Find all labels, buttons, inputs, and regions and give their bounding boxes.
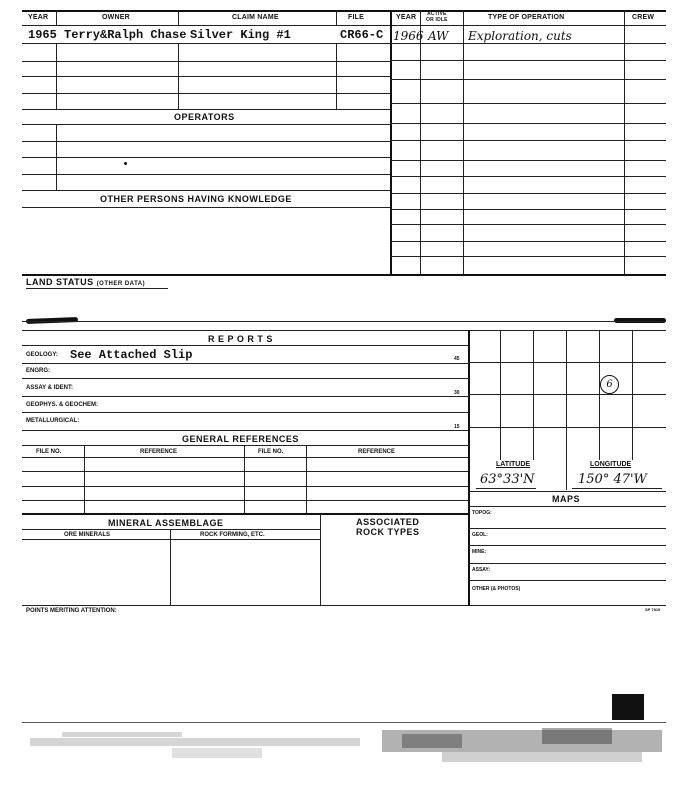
- row-rule: [22, 61, 390, 62]
- row-rule: [22, 529, 320, 530]
- operators-heading: OPERATORS: [174, 112, 235, 122]
- record-file: CR66-C: [340, 28, 384, 42]
- record-op-year: 1966: [393, 29, 424, 43]
- maps-top-rule: [468, 491, 666, 492]
- col-year-header: YEAR: [28, 14, 49, 21]
- row-rule: [22, 207, 390, 208]
- row-rule: [22, 500, 468, 501]
- row-rule: [22, 124, 390, 125]
- row-rule: [390, 193, 666, 194]
- latitude-value: 63°33'N: [480, 472, 535, 487]
- record-claim-name: Silver King #1: [190, 28, 291, 42]
- row-rule: [390, 241, 666, 242]
- row-rule: [390, 103, 666, 104]
- row-rule: [468, 528, 666, 529]
- scan-noise: [22, 724, 666, 772]
- row-rule: [468, 545, 666, 546]
- associated-rock-types-heading: ASSOCIATED ROCK TYPES: [356, 517, 420, 537]
- col-divider: [178, 43, 179, 109]
- form-code: SP 7819: [645, 607, 661, 612]
- row-rule: [390, 176, 666, 177]
- land-status-underline: [26, 288, 168, 289]
- maps-heading: MAPS: [552, 494, 581, 504]
- header-divider: [178, 10, 179, 26]
- margin-number: 45: [454, 356, 460, 362]
- margin-number: 15: [454, 424, 460, 430]
- grid-line: [533, 330, 534, 460]
- col-crew-header: CREW: [632, 14, 655, 21]
- row-rule: [22, 157, 390, 158]
- row-rule: [390, 79, 666, 80]
- row-rule: [22, 412, 468, 413]
- col-file-header: FILE: [348, 14, 364, 21]
- geology-label: GEOLOGY:: [26, 352, 58, 358]
- col-divider: [336, 43, 337, 109]
- record-owner: Terry&Ralph Chase: [64, 28, 187, 42]
- col-divider: [56, 124, 57, 190]
- header-divider: [56, 10, 57, 26]
- header-bottom-rule: [22, 25, 666, 26]
- row-rule: [22, 174, 390, 175]
- row-rule: [22, 445, 468, 446]
- maps-mine-label: MINE:: [472, 549, 487, 555]
- row-rule: [22, 378, 468, 379]
- location-block-divider: [468, 330, 470, 606]
- maps-topog-label: TOPOG:: [472, 510, 492, 516]
- engrg-label: ENGRG:: [26, 368, 50, 374]
- assay-ident-label: ASSAY & IDENT:: [26, 385, 74, 391]
- col-divider: [624, 10, 625, 276]
- grid-cell-mark: 6: [600, 375, 619, 394]
- ore-minerals-header: ORE MINERALS: [64, 532, 111, 538]
- col-type-operation-header: TYPE OF OPERATION: [488, 14, 565, 21]
- header-divider: [336, 10, 337, 26]
- col-divider: [244, 445, 245, 513]
- row-rule: [22, 513, 468, 515]
- black-registration-block: [612, 694, 644, 720]
- grid-line: [632, 330, 633, 460]
- row-rule: [390, 224, 666, 225]
- grid-line: [500, 330, 501, 460]
- operators-top-rule: [22, 109, 390, 110]
- col-divider: [320, 513, 321, 605]
- reports-top-rule: [22, 330, 666, 331]
- row-rule: [22, 76, 390, 77]
- record-year: 1965: [28, 28, 57, 42]
- record-operation: Exploration, cuts: [468, 29, 572, 43]
- ref-file-no2-header: FILE NO.: [258, 449, 284, 455]
- grid-line: [566, 330, 567, 490]
- col-claim-name-header: CLAIM NAME: [232, 14, 279, 21]
- section-divider: [22, 321, 666, 322]
- maps-assay-label: ASSAY:: [472, 567, 491, 573]
- row-rule: [22, 430, 468, 431]
- bottom-rule: [22, 722, 666, 723]
- ref-reference-header: REFERENCE: [140, 449, 178, 455]
- row-rule: [468, 506, 666, 507]
- grid-line: [468, 362, 666, 363]
- row-rule: [22, 457, 468, 458]
- latitude-label: LATITUDE: [496, 461, 531, 468]
- land-status-heading: LAND STATUS (OTHER DATA): [26, 277, 146, 287]
- longitude-underline: [572, 488, 662, 489]
- row-rule: [22, 396, 468, 397]
- row-rule: [468, 580, 666, 581]
- top-block-bottom-rule: [22, 274, 666, 276]
- col-divider: [463, 10, 464, 276]
- row-rule: [22, 141, 390, 142]
- geophys-label: GEOPHYS. & GEOCHEM:: [26, 402, 99, 408]
- row-rule: [22, 471, 468, 472]
- metallurgical-label: METALLURGICAL:: [26, 418, 80, 424]
- rock-forming-header: ROCK FORMING, ETC.: [200, 532, 265, 538]
- main-vertical-divider: [390, 10, 392, 276]
- geology-value: See Attached Slip: [70, 348, 193, 362]
- margin-number: 30: [454, 390, 460, 396]
- grid-line: [599, 330, 600, 460]
- grid-line: [468, 427, 666, 428]
- col-year2-header: YEAR: [396, 14, 417, 21]
- col-divider: [84, 445, 85, 513]
- row-rule: [390, 160, 666, 161]
- record-active: AW: [428, 29, 449, 43]
- row-rule: [22, 345, 468, 346]
- maps-other-label: OTHER (& PHOTOS): [472, 586, 521, 592]
- col-divider: [56, 43, 57, 109]
- maps-geol-label: GEOL:: [472, 532, 488, 538]
- col-active-header: ACTIVE OR IDLE: [426, 11, 448, 23]
- row-rule: [22, 43, 666, 44]
- row-rule: [390, 123, 666, 124]
- row-rule: [390, 256, 666, 257]
- general-references-heading: GENERAL REFERENCES: [182, 434, 299, 444]
- other-persons-top-rule: [22, 190, 390, 191]
- mineral-assemblage-heading: MINERAL ASSEMBLAGE: [108, 518, 224, 528]
- row-rule: [22, 486, 468, 487]
- row-rule: [468, 563, 666, 564]
- row-rule: [390, 209, 666, 210]
- row-rule: [22, 539, 320, 540]
- section-bottom-rule: [22, 605, 666, 606]
- latitude-underline: [476, 488, 536, 489]
- ref-reference2-header: REFERENCE: [358, 449, 396, 455]
- col-divider: [420, 10, 421, 276]
- row-rule: [390, 140, 666, 141]
- row-rule: [22, 93, 390, 94]
- top-border: [22, 10, 666, 12]
- longitude-value: 150° 47'W: [578, 472, 647, 487]
- grid-line: [468, 394, 666, 395]
- reports-heading: R E P O R T S: [208, 334, 273, 344]
- col-divider: [306, 445, 307, 513]
- ref-file-no-header: FILE NO.: [36, 449, 62, 455]
- col-owner-header: OWNER: [102, 14, 130, 21]
- other-persons-heading: OTHER PERSONS HAVING KNOWLEDGE: [100, 194, 292, 204]
- col-divider: [170, 529, 171, 605]
- row-rule: [390, 60, 666, 61]
- longitude-label: LONGITUDE: [590, 461, 632, 468]
- points-meriting-attention-label: POINTS MERITING ATTENTION:: [26, 608, 117, 614]
- stray-dot: [124, 162, 127, 165]
- row-rule: [22, 363, 468, 364]
